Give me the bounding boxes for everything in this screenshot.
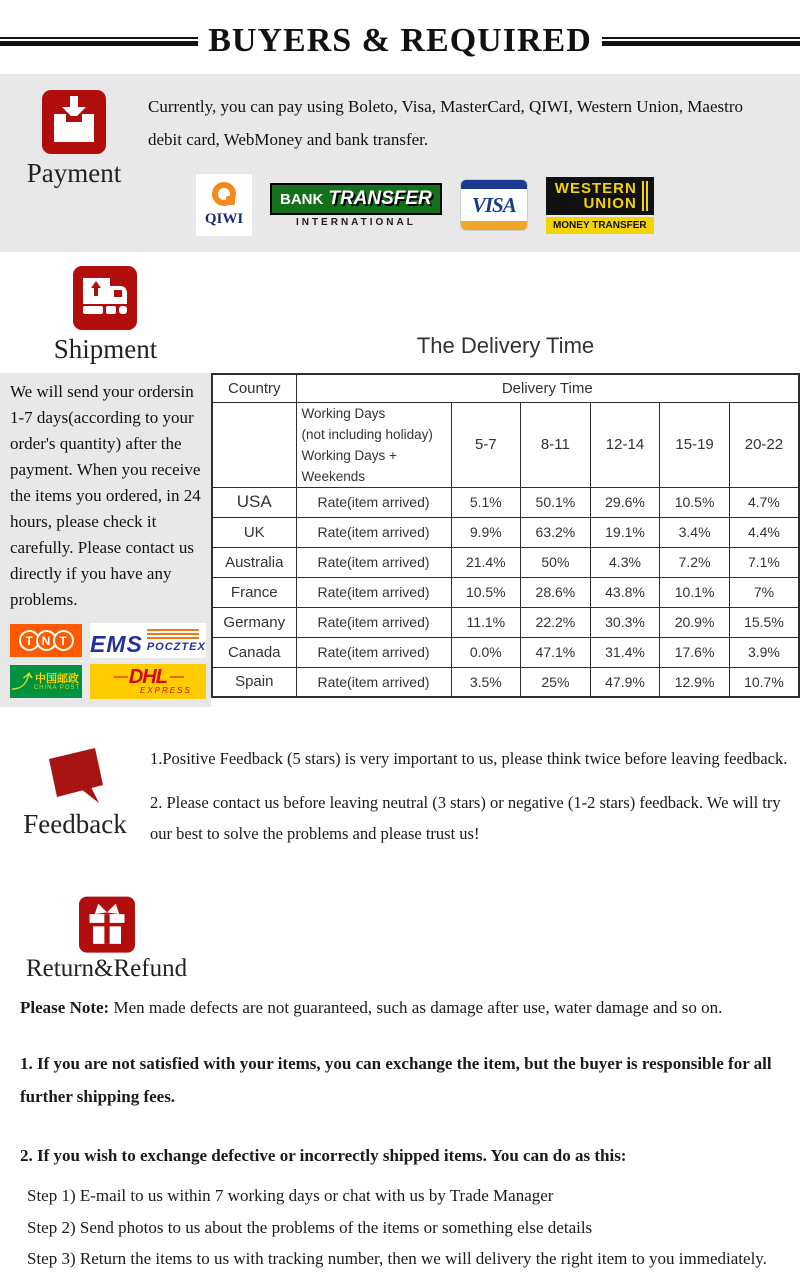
range-cell: 20-22: [729, 402, 799, 487]
payment-inbox-icon: [42, 90, 106, 154]
shipment-icon-block: [54, 266, 158, 365]
return-point-1: 1. If you are not satisfied with your items, you can exchange the item, but the buyer is responsible for all further shipping fees.: [20, 1054, 772, 1106]
range-cell: 12-14: [590, 402, 660, 487]
shipment-header: [0, 266, 800, 365]
payment-description: Currently, you can pay using Boleto, Visa, MasterCard, QIWI, Western Union, Maestro debit card, WebMoney and bank transfer.: [148, 97, 744, 149]
feedback-icon-block: [23, 743, 126, 849]
qiwi-q-icon: [212, 182, 236, 206]
china-post-emblem-icon: ⤴: [11, 671, 30, 692]
payment-icon-block: [0, 88, 148, 236]
visa-logo: VISA: [460, 179, 528, 231]
range-cell: 5-7: [451, 402, 521, 487]
return-refund-section: [0, 891, 800, 1274]
bank-transfer-logo: BANK TRANSFER INTERNATIONAL: [270, 183, 442, 228]
table-row: Germany Rate(item arrived) 11.1% 22.2% 30.3% 20.9% 15.5%: [212, 607, 799, 637]
return-steps: [0, 1180, 800, 1274]
range-cell: 15-19: [660, 402, 730, 487]
feedback-bubble-icon: [37, 743, 113, 805]
ems-stripes: [147, 629, 206, 639]
dhl-logo: — DHL — EXPRESS: [90, 664, 206, 699]
please-note-text: Men made defects are not guaranteed, such as damage after use, water damage and so on.: [109, 998, 723, 1017]
table-row: Spain Rate(item arrived) 3.5% 25% 47.9% 12.9% 10.7%: [212, 667, 799, 697]
return-step-3: Step 3) Return the items to us with tracking number, then we will delivery the right item to you immediately.: [27, 1249, 767, 1268]
return-icon-block: [26, 891, 187, 983]
working-days-cell: Working Days (not including holiday) Working Days + Weekends: [296, 402, 451, 487]
header-rule-right: [602, 37, 800, 46]
table-row: France Rate(item arrived) 10.5% 28.6% 43.8% 10.1% 7%: [212, 577, 799, 607]
return-refund-label: Return&Refund: [26, 955, 188, 982]
feedback-point-2: 2. Please contact us before leaving neutral (3 stars) or negative (1-2 stars) feedback. We will try our best to solve the problems and please trust us!: [150, 793, 781, 843]
payment-label: Payment: [26, 158, 122, 188]
range-cell: 8-11: [521, 402, 591, 487]
china-post-logo: ⤴ 中国邮政 CHINA POST: [10, 665, 82, 698]
shipment-note-box: [0, 373, 211, 707]
gift-icon: [79, 891, 135, 953]
header-rule-left: [0, 37, 198, 46]
please-note-label: Please Note:: [20, 998, 110, 1017]
return-point-2: 2. If you wish to exchange defective or incorrectly shipped items. You can do as this:: [20, 1146, 627, 1165]
western-union-logo: WESTERN UNION MONEY TRANSFER: [546, 177, 654, 234]
delivery-time-title: The Delivery Time: [416, 333, 595, 358]
table-subheader-row: [212, 402, 799, 487]
shipment-truck-icon: [73, 266, 137, 330]
shipment-label: Shipment: [53, 334, 158, 364]
shipment-body: [0, 373, 800, 707]
carrier-logos: [10, 623, 206, 699]
country-header: Country: [212, 374, 296, 402]
return-step-2: Step 2) Send photos to us about the problems of the items or something else details: [27, 1218, 593, 1237]
tnt-logo: T N T: [10, 624, 82, 657]
table-header-row: [212, 374, 799, 402]
ems-pocztex-logo: EMS POCZTEX: [90, 623, 206, 658]
delivery-time-header: Delivery Time: [296, 374, 799, 402]
return-step-1: Step 1) E-mail to us within 7 working days or chat with us by Trade Manager: [27, 1186, 554, 1205]
table-row: Canada Rate(item arrived) 0.0% 47.1% 31.4% 17.6% 3.9%: [212, 637, 799, 667]
table-row: Australia Rate(item arrived) 21.4% 50% 4.3% 7.2% 7.1%: [212, 547, 799, 577]
page-title: BUYERS & REQUIRED: [208, 22, 592, 59]
page-header: [0, 0, 800, 60]
payment-section: [0, 74, 800, 252]
delivery-time-table: [211, 373, 800, 698]
feedback-section: [0, 737, 800, 849]
empty-cell: [212, 402, 296, 487]
feedback-label: Feedback: [23, 809, 127, 839]
payment-logos-row: [196, 174, 772, 236]
qiwi-logo: QIWI: [196, 174, 252, 236]
table-row: USA Rate(item arrived) 5.1% 50.1% 29.6% 10.5% 4.7%: [212, 487, 799, 517]
shipment-note-text: We will send your ordersin 1-7 days(according to your order's quantity) after the payment. When you receive the items you ordered, in 24 hours, please check it carefully. Please contact us directly if you have any problems.: [10, 382, 201, 609]
feedback-point-1: 1.Positive Feedback (5 stars) is very important to us, please think twice before leaving feedback.: [150, 749, 788, 768]
please-note-paragraph: [20, 995, 780, 1021]
table-row: UK Rate(item arrived) 9.9% 63.2% 19.1% 3.4% 4.4%: [212, 517, 799, 547]
